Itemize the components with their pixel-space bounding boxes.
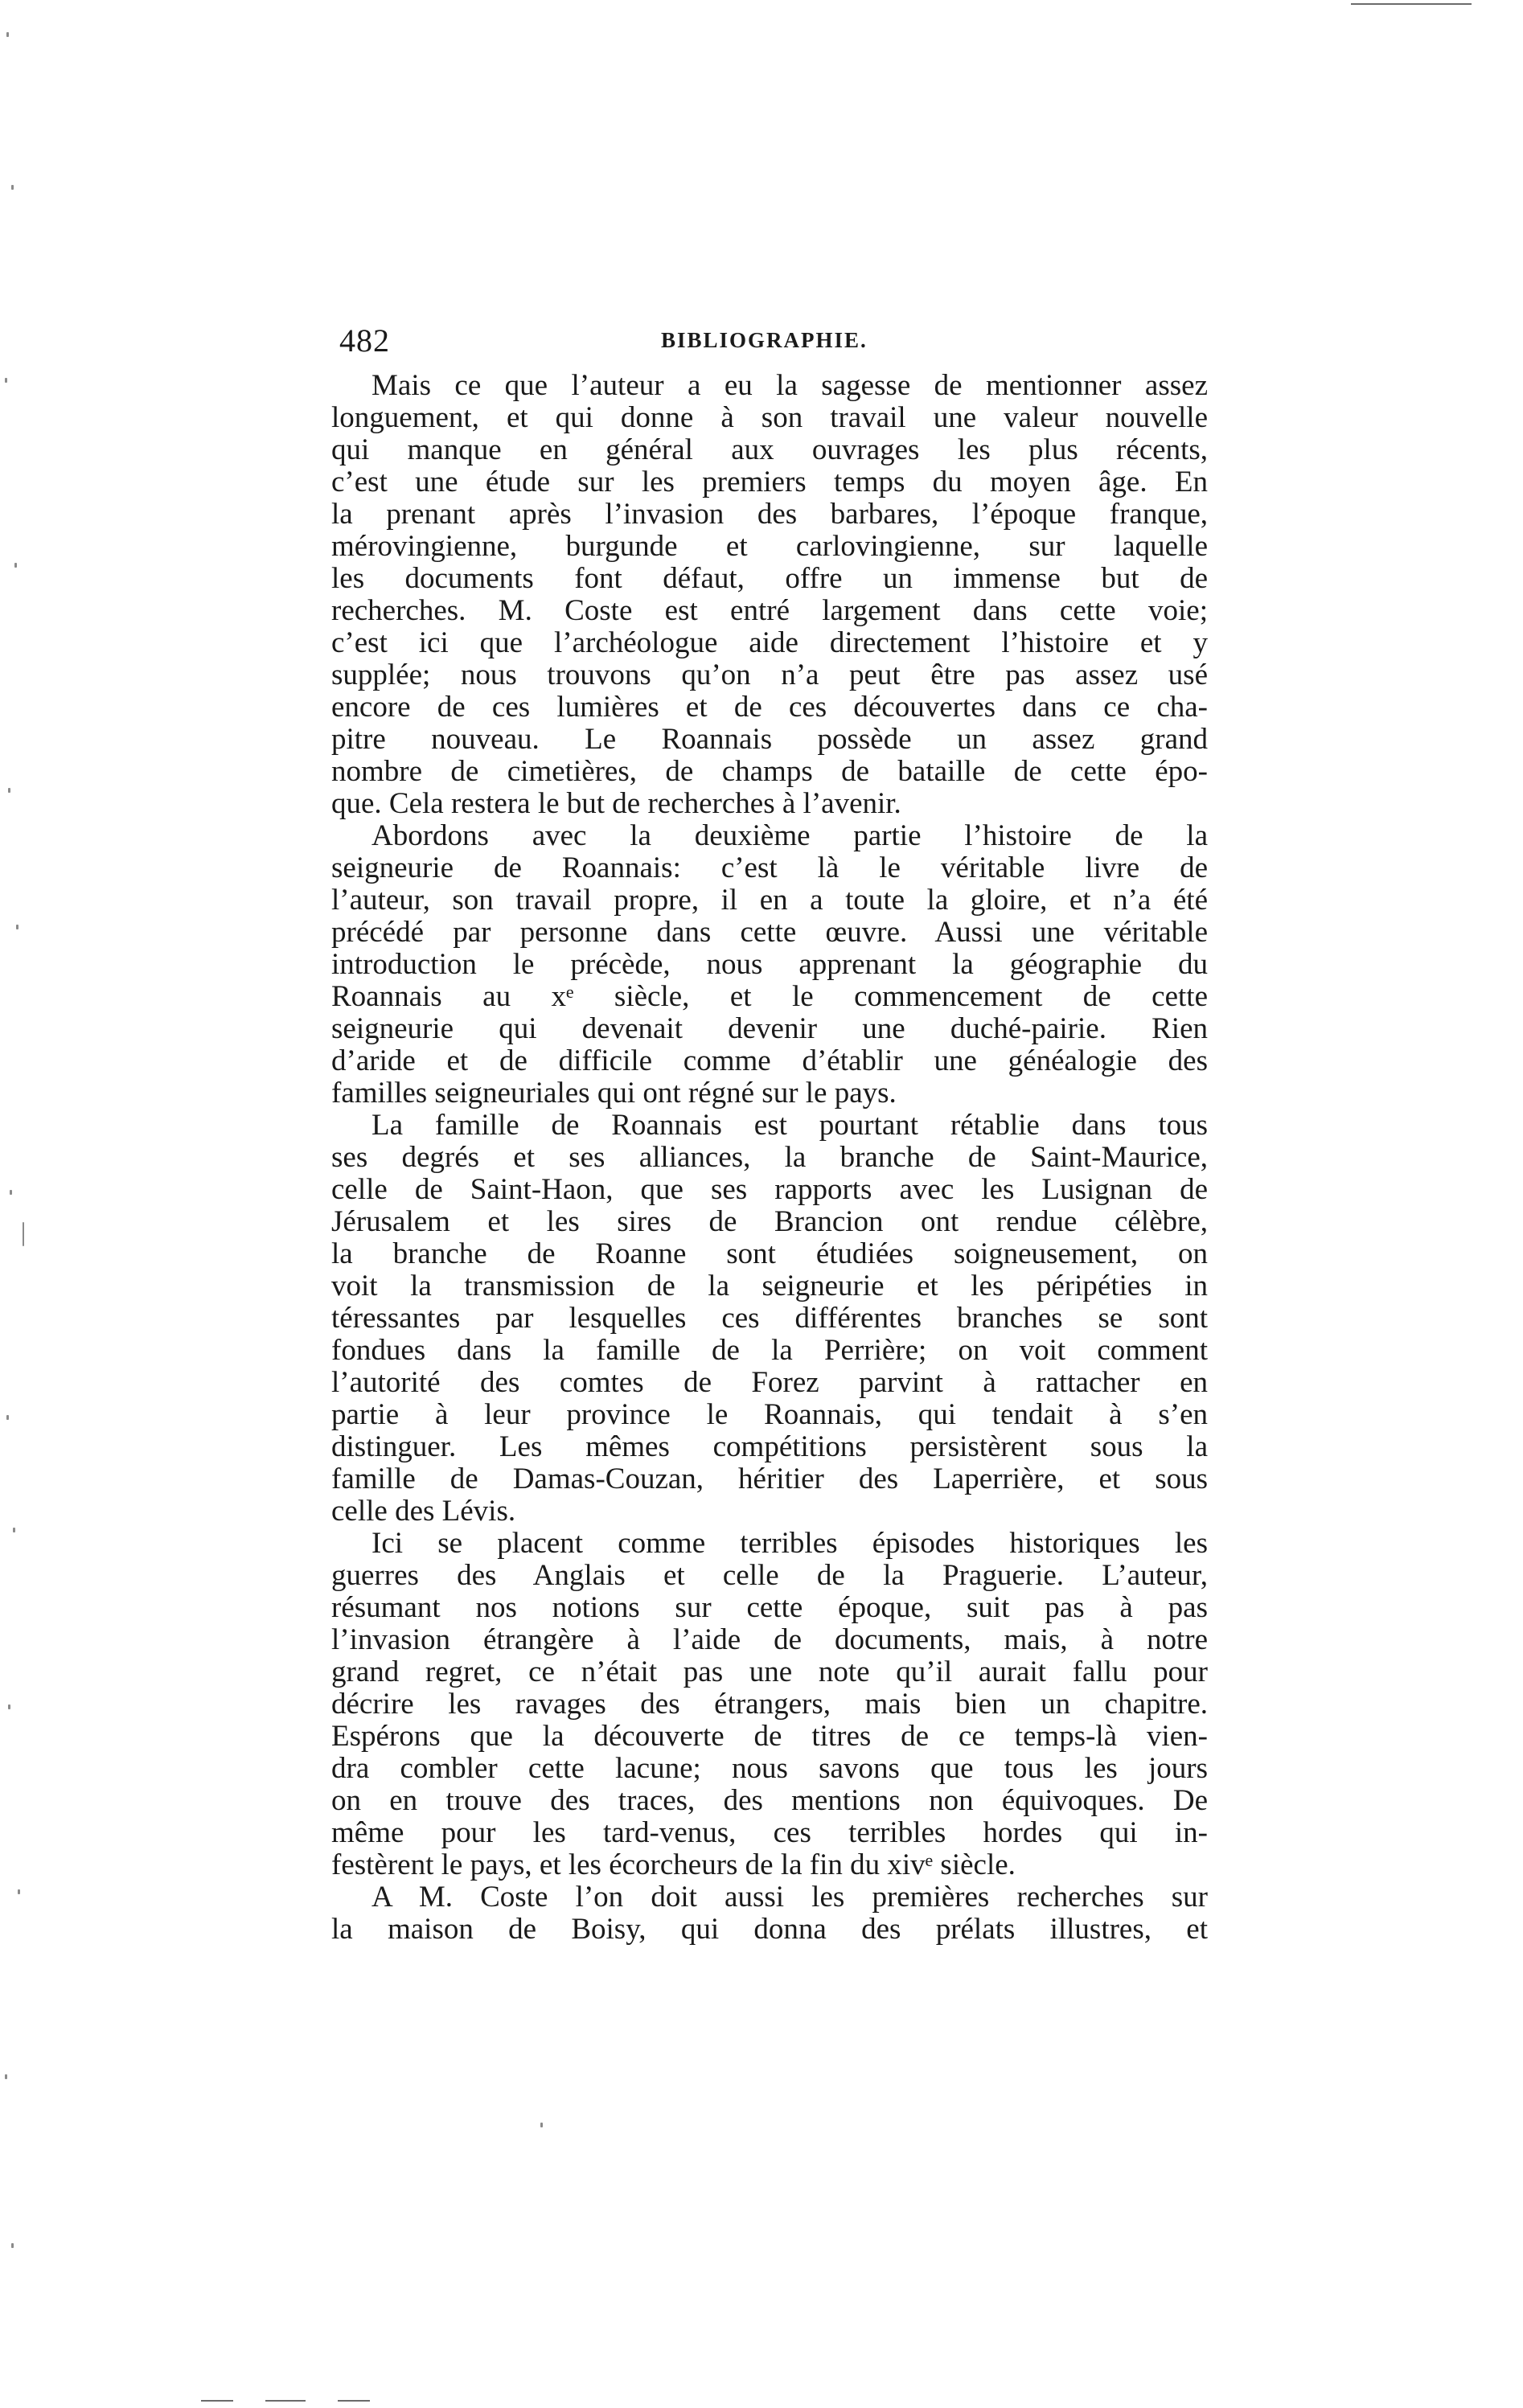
text-line: Ici se placent comme terribles épisodes historiques les (372, 1527, 1208, 1560)
scan-edge-mark (1351, 3, 1472, 5)
text-line: dra combler cette lacune; nous savons que tous les jours (331, 1752, 1208, 1785)
text-line: A M. Coste l’on doit aussi les premières recherches sur (372, 1881, 1208, 1914)
text-line: festèrent le pays, et les écorcheurs de la fin du xivᵉ siècle. (331, 1848, 1016, 1881)
scan-speck (540, 2123, 543, 2127)
text-line: la maison de Boisy, qui donna des prélats illustres, et (331, 1913, 1208, 1946)
text-line: l’auteur, son travail propre, il en a toute la gloire, et n’a été (331, 884, 1208, 917)
text-line: encore de ces lumières et de ces découvertes dans ce cha- (331, 691, 1208, 724)
text-line: celle de Saint-Haon, que ses rapports avec les Lusignan de (331, 1173, 1208, 1206)
text-line: Roannais au xᵉ siècle, et le commencement de cette (331, 980, 1208, 1013)
text-line: Abordons avec la deuxième partie l’histoire de la (372, 819, 1208, 852)
text-line: supplée; nous trouvons qu’on n’a peut être pas assez usé (331, 658, 1208, 691)
text-line: même pour les tard-venus, ces terribles hordes qui in- (331, 1816, 1208, 1849)
text-line: familles seigneuriales qui ont régné sur le pays. (331, 1077, 897, 1110)
text-line: grand regret, ce n’était pas une note qu’il aurait fallu pour (331, 1655, 1208, 1688)
text-line: la branche de Roanne sont étudiées soigneusement, on (331, 1237, 1208, 1270)
text-line: recherches. M. Coste est entré largement dans cette voie; (331, 594, 1208, 627)
text-line: décrire les ravages des étrangers, mais bien un chapitre. (331, 1688, 1208, 1721)
text-line: c’est ici que l’archéologue aide directement l’histoire et y (331, 626, 1208, 659)
text-line: d’aride et de difficile comme d’établir une généalogie des (331, 1044, 1208, 1077)
running-title: BIBLIOGRAPHIE. (661, 328, 868, 352)
text-line: Mais ce que l’auteur a eu la sagesse de mentionner assez (372, 369, 1208, 402)
text-line: nombre de cimetières, de champs de bataille de cette épo- (331, 755, 1208, 788)
text-line: l’autorité des comtes de Forez parvint à rattacher en (331, 1366, 1208, 1399)
text-line: que. Cela restera le but de recherches à l’avenir. (331, 787, 901, 820)
text-line: qui manque en général aux ouvrages les plus récents, (331, 433, 1208, 466)
scan-edge-mark (201, 2400, 233, 2402)
body-text (331, 370, 1208, 1946)
scan-margin-specks (0, 0, 48, 2408)
text-line: pitre nouveau. Le Roannais possède un assez grand (331, 723, 1208, 756)
text-line: la prenant après l’invasion des barbares, l’époque franque, (331, 498, 1208, 531)
text-line: voit la transmission de la seigneurie et les péripéties in (331, 1270, 1208, 1302)
text-line: Jérusalem et les sires de Brancion ont rendue célèbre, (331, 1205, 1208, 1238)
text-line: résumant nos notions sur cette époque, suit pas à pas (331, 1591, 1208, 1624)
text-line: l’invasion étrangère à l’aide de documents, mais, à notre (331, 1623, 1208, 1656)
scan-edge-mark (338, 2400, 370, 2402)
text-line: seigneurie de Roannais: c’est là le véritable livre de (331, 851, 1208, 884)
text-line: famille de Damas-Couzan, héritier des Laperrière, et sous (331, 1462, 1208, 1495)
text-line: introduction le précède, nous apprenant la géographie du (331, 948, 1208, 981)
text-line: partie à leur province le Roannais, qui tendait à s’en (331, 1398, 1208, 1431)
text-line: téressantes par lesquelles ces différentes branches se sont (331, 1302, 1208, 1335)
text-line: guerres des Anglais et celle de la Praguerie. L’auteur, (331, 1559, 1208, 1592)
text-line: on en trouve des traces, des mentions non équivoques. De (331, 1784, 1208, 1817)
text-line: ses degrés et ses alliances, la branche de Saint-Maurice, (331, 1141, 1208, 1174)
text-line: les documents font défaut, offre un immense but de (331, 562, 1208, 595)
text-line: précédé par personne dans cette œuvre. Aussi une véritable (331, 916, 1208, 949)
text-line: seigneurie qui devenait devenir une duché-pairie. Rien (331, 1012, 1208, 1045)
text-line: mérovingienne, burgunde et carlovingienne, sur laquelle (331, 530, 1208, 563)
text-line: La famille de Roannais est pourtant rétablie dans tous (372, 1109, 1208, 1142)
text-line: celle des Lévis. (331, 1495, 516, 1528)
text-line: fondues dans la famille de la Perrière; on voit comment (331, 1334, 1208, 1367)
page-number: 482 (339, 322, 390, 359)
running-head (339, 322, 1208, 362)
text-line: distinguer. Les mêmes compétitions persistèrent sous la (331, 1430, 1208, 1463)
scan-edge-mark (265, 2400, 306, 2402)
text-line: Espérons que la découverte de titres de ce temps-là vien- (331, 1720, 1208, 1753)
text-line: c’est une étude sur les premiers temps du moyen âge. En (331, 466, 1208, 498)
text-line: longuement, et qui donne à son travail une valeur nouvelle (331, 401, 1208, 434)
